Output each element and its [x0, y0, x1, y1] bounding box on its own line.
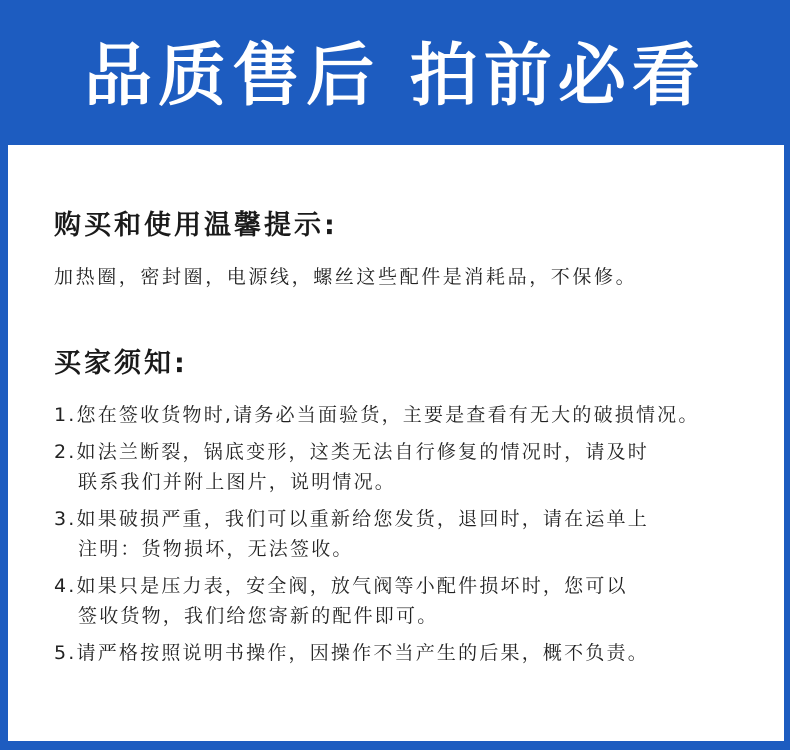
banner-title: 品质售后 拍前必看 — [84, 37, 706, 116]
notice-item-2 — [54, 437, 774, 497]
notice-item-2-line-2: 联系我们并附上图片，说明情况。 — [78, 471, 397, 493]
notice-item-4-line-2: 签收货物，我们给您寄新的配件即可。 — [78, 605, 439, 627]
notice-item-5 — [54, 638, 774, 668]
notice-item-1-line-1: 1.您在签收货物时,请务必当面验货，主要是查看有无大的破损情况。 — [54, 404, 700, 426]
notice-heading: 买家须知: — [54, 348, 188, 379]
notice-item-2-line-1: 2.如法兰断裂，锅底变形，这类无法自行修复的情况时，请及时 — [54, 441, 649, 463]
notice-item-1 — [54, 400, 774, 430]
banner — [0, 0, 790, 145]
notice-item-4-line-1: 4.如果只是压力表，安全阀，放气阀等小配件损坏时，您可以 — [54, 575, 628, 597]
content-panel — [8, 145, 784, 741]
notice-item-4 — [54, 571, 774, 631]
notice-item-3 — [54, 504, 774, 564]
tips-body: 加热圈，密封圈，电源线，螺丝这些配件是消耗品，不保修。 — [54, 266, 638, 288]
notice-item-3-line-2: 注明：货物损坏，无法签收。 — [78, 538, 354, 560]
notice-item-3-line-1: 3.如果破损严重，我们可以重新给您发货，退回时，请在运单上 — [54, 508, 649, 530]
tips-heading: 购买和使用温馨提示: — [54, 210, 338, 241]
notice-list — [54, 400, 774, 675]
notice-item-5-line-1: 5.请严格按照说明书操作，因操作不当产生的后果，概不负责。 — [54, 642, 649, 664]
